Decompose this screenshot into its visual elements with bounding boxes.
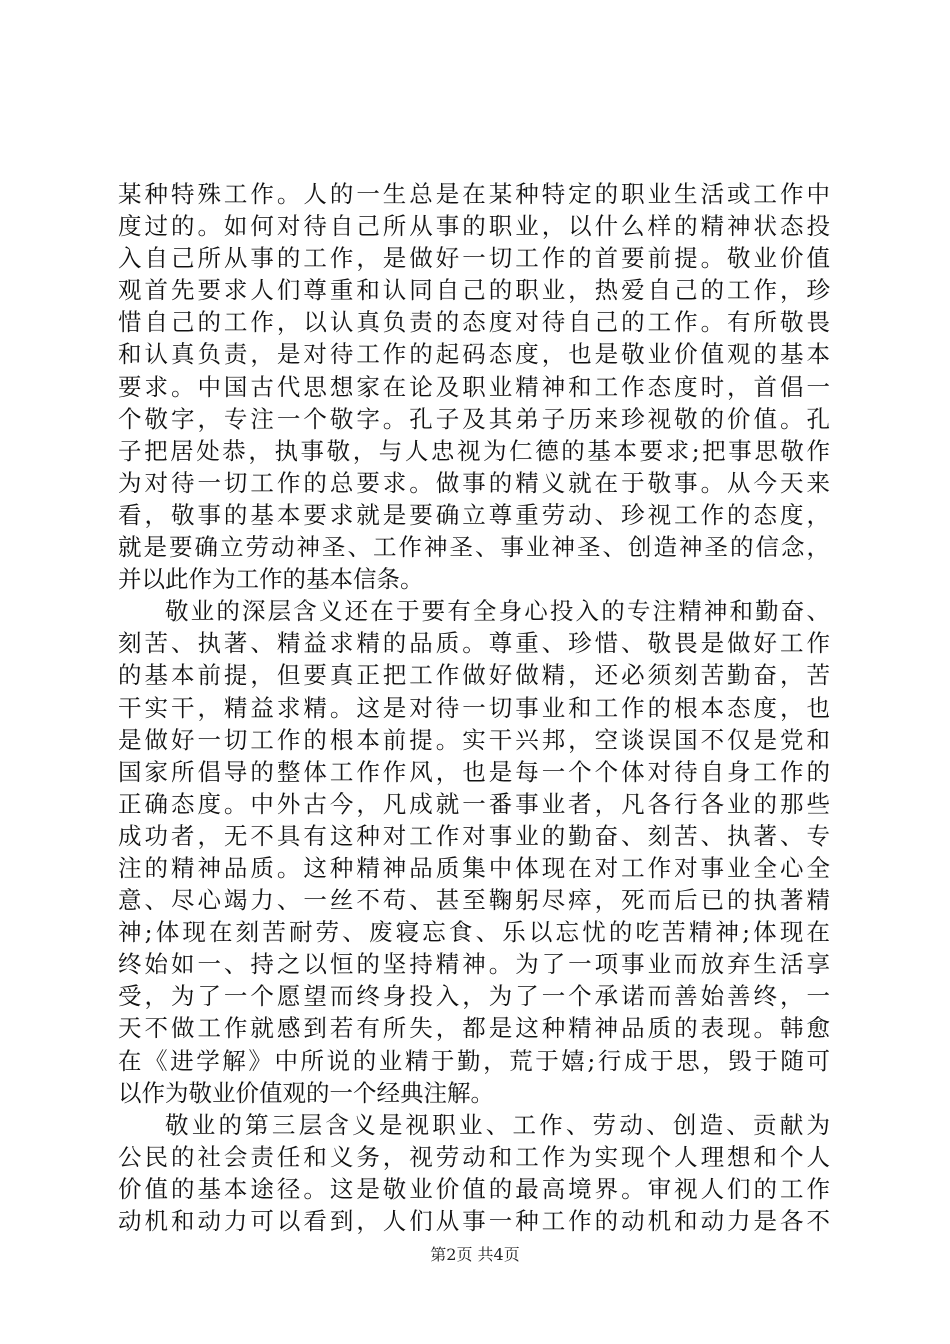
- text-line: 干实干，精益求精。这是对待一切事业和工作的根本态度，也: [118, 693, 830, 722]
- text-line: 公民的社会责任和义务，视劳动和工作为实现个人理想和个人: [118, 1142, 830, 1171]
- text-line: 并以此作为工作的基本信条。: [118, 565, 424, 594]
- text-line: 和认真负责，是对待工作的起码态度，也是敬业价值观的基本: [118, 340, 830, 369]
- text-line: 以作为敬业价值观的一个经典注解。: [118, 1078, 494, 1107]
- text-line: 度过的。如何对待自己所从事的职业，以什么样的精神状态投: [118, 212, 830, 241]
- text-line: 入自己所从事的工作，是做好一切工作的首要前提。敬业价值: [118, 244, 830, 273]
- text-line: 个敬字，专注一个敬字。孔子及其弟子历来珍视敬的价值。孔: [118, 404, 830, 433]
- page-footer: 第2页 共4页: [430, 1245, 520, 1264]
- text-line: 惜自己的工作，以认真负责的态度对待自己的工作。有所敬畏: [118, 308, 830, 337]
- text-line: 子把居处恭，执事敬，与人忠视为仁德的基本要求;把事思敬作: [118, 436, 830, 465]
- text-line: 正确态度。中外古今，凡成就一番事业者，凡各行各业的那些: [118, 789, 830, 818]
- text-line: 某种特殊工作。人的一生总是在某种特定的职业生活或工作中: [118, 180, 830, 208]
- text-line: 受，为了一个愿望而终身投入，为了一个承诺而善始善终，一: [118, 982, 830, 1011]
- text-line: 意、尽心竭力、一丝不苟、甚至鞠躬尽瘁，死而后已的执著精: [118, 886, 830, 915]
- text-line: 注的精神品质。这种精神品质集中体现在对工作对事业全心全: [118, 853, 830, 882]
- text-line: 动机和动力可以看到，人们从事一种工作的动机和动力是各不: [118, 1207, 830, 1235]
- text-line: 在《进学解》中所说的业精于勤，荒于嬉;行成于思，毁于随可: [118, 1046, 830, 1075]
- text-line: 天不做工作就感到若有所失，都是这种精神品质的表现。韩愈: [118, 1014, 830, 1043]
- text-line: 看，敬事的基本要求就是要确立尊重劳动、珍视工作的态度，: [118, 500, 830, 529]
- text-line: 终始如一、持之以恒的坚持精神。为了一项事业而放弃生活享: [118, 950, 830, 979]
- text-line: 就是要确立劳动神圣、工作神圣、事业神圣、创造神圣的信念，: [118, 533, 830, 562]
- text-line: 是做好一切工作的根本前提。实干兴邦，空谈误国不仅是党和: [118, 725, 830, 754]
- text-line: 价值的基本途径。这是敬业价值的最高境界。审视人们的工作: [118, 1174, 830, 1203]
- text-line: 国家所倡导的整体工作作风，也是每一个个体对待自身工作的: [118, 757, 830, 786]
- text-line: 要求。中国古代思想家在论及职业精神和工作态度时，首倡一: [118, 372, 830, 401]
- text-line: 观首先要求人们尊重和认同自己的职业，热爱自己的工作，珍: [118, 276, 830, 305]
- text-line: 的基本前提，但要真正把工作做好做精，还必须刻苦勤奋，苦: [118, 661, 830, 690]
- text-line: 刻苦、执著、精益求精的品质。尊重、珍惜、敬畏是做好工作: [118, 629, 830, 658]
- text-line: 为对待一切工作的总要求。做事的精义就在于敬事。从今天来: [118, 468, 830, 497]
- body-text: [118, 178, 830, 1237]
- text-line: 成功者，无不具有这种对工作对事业的勤奋、刻苦、执著、专: [118, 821, 830, 850]
- text-line: 神;体现在刻苦耐劳、废寝忘食、乐以忘忧的吃苦精神;体现在: [118, 918, 830, 947]
- text-line: 敬业的第三层含义是视职业、工作、劳动、创造、贡献为: [165, 1110, 830, 1139]
- text-line: 敬业的深层含义还在于要有全身心投入的专注精神和勤奋、: [165, 597, 830, 626]
